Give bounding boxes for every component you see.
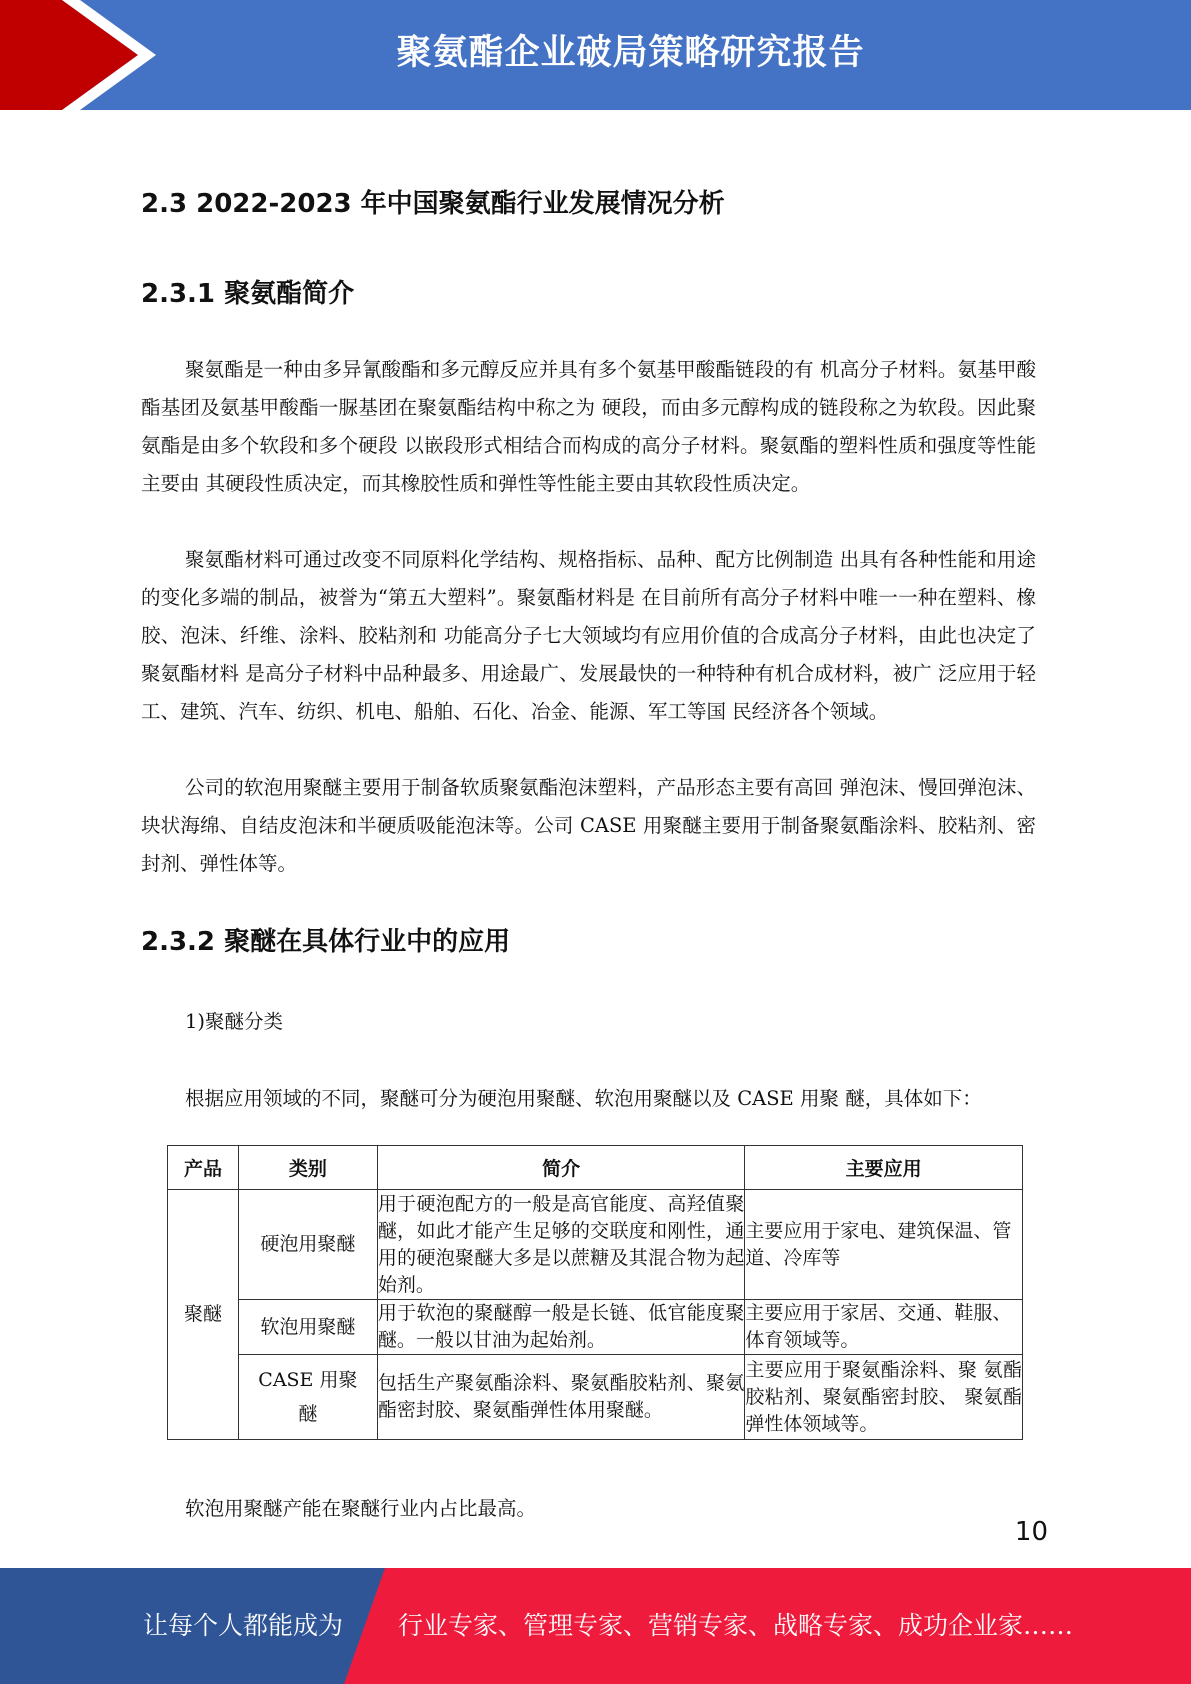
category-cell: CASE 用聚醚	[238, 1355, 377, 1440]
paragraph-polyurethane-intro: 聚氨酯是一种由多异氰酸酯和多元醇反应并具有多个氨基甲酸酯链段的有 机高分子材料。氨基甲酸酯基团及氨基甲酸酯一脲基团在聚氨酯结构中称之为 硬段，而由多元醇构成的链段称之为软段。因此聚氨酯是由多个软段和多个硬段 以嵌段形式相结合而构成的高分子材料。聚氨酯的塑料性质和强度等性能主要由 其硬段性质决定，而其橡胶性质和弹性等性能主要由其软段性质决定。	[141, 358, 1036, 495]
paragraph-classification-intro: 根据应用领域的不同，聚醚可分为硬泡用聚醚、软泡用聚醚以及 CASE 用聚 醚，具体如下：	[185, 1087, 982, 1110]
section-heading-2-3-2: 2.3.2 聚醚在具体行业中的应用	[141, 927, 511, 957]
intro-cell: 用于软泡的聚醚醇一般是长链、低官能度聚醚。一般以甘油为起始剂。	[377, 1300, 745, 1355]
application-cell: 主要应用于聚氨酯涂料、聚 氨酯胶粘剂、聚氨酯密封胶、 聚氨酯弹性体领域等。	[745, 1355, 1023, 1440]
application-cell: 主要应用于家电、建筑保温、管道、冷库等	[745, 1190, 1023, 1300]
table-row	[168, 1190, 1023, 1300]
header-intro: 简介	[377, 1146, 745, 1190]
category-cell: 软泡用聚醚	[238, 1300, 377, 1355]
footer-slogan-right: 行业专家、管理专家、营销专家、战略专家、成功企业家……	[398, 1611, 1074, 1640]
page-footer	[0, 1568, 1191, 1684]
page-number: 10	[1014, 1517, 1048, 1547]
section-heading-2-3: 2.3 2022-2023 年中国聚氨酯行业发展情况分析	[141, 189, 725, 219]
table-header-row	[168, 1146, 1023, 1190]
product-cell: 聚醚	[168, 1190, 239, 1440]
paragraph-company-products: 公司的软泡用聚醚主要用于制备软质聚氨酯泡沫塑料，产品形态主要有高回 弹泡沫、慢回弹泡沫、块状海绵、自结皮泡沫和半硬质吸能泡沫等。公司 CASE 用聚醚主要用于制备聚氨酯涂料、胶粘剂、密封剂、弹性体等。	[141, 776, 1036, 875]
report-title: 聚氨酯企业破局策略研究报告	[396, 33, 865, 73]
header-application: 主要应用	[745, 1146, 1023, 1190]
table-row	[168, 1300, 1023, 1355]
footer-slogan-left: 让每个人都能成为	[143, 1611, 344, 1640]
polyether-classification-table	[167, 1145, 1023, 1440]
intro-cell: 用于硬泡配方的一般是高官能度、高羟值聚醚，如此才能产生足够的交联度和刚性，通用的硬泡聚醚大多是以蔗糖及其混合物为起始剂。	[377, 1190, 745, 1300]
paragraph-polyurethane-materials: 聚氨酯材料可通过改变不同原料化学结构、规格指标、品种、配方比例制造 出具有各种性能和用途的变化多端的制品，被誉为“第五大塑料”。聚氨酯材料是 在目前所有高分子材料中唯一一种在塑料、橡胶、泡沫、纤维、涂料、胶粘剂和 功能高分子七大领域均有应用价值的合成高分子材料，由此也决定了聚氨酯材料 是高分子材料中品种最多、用途最广、发展最快的一种特种有机合成材料，被广 泛应用于轻工、建筑、汽车、纺织、机电、船舶、石化、冶金、能源、军工等国 民经济各个领域。	[141, 548, 1036, 723]
intro-cell: 包括生产聚氨酯涂料、聚氨酯胶粘剂、聚氨酯密封胶、聚氨酯弹性体用聚醚。	[377, 1355, 745, 1440]
table-row	[168, 1355, 1023, 1440]
category-cell: 硬泡用聚醚	[238, 1190, 377, 1300]
paragraph-after-table: 软泡用聚醚产能在聚醚行业内占比最高。	[185, 1497, 537, 1520]
page-header	[0, 0, 1191, 110]
section-heading-2-3-1: 2.3.1 聚氨酯简介	[141, 279, 355, 309]
list-item-polyether-classification: 1)聚醚分类	[185, 1010, 284, 1033]
header-category: 类别	[238, 1146, 377, 1190]
header-product: 产品	[168, 1146, 239, 1190]
application-cell: 主要应用于家居、交通、鞋服、体育领域等。	[745, 1300, 1023, 1355]
